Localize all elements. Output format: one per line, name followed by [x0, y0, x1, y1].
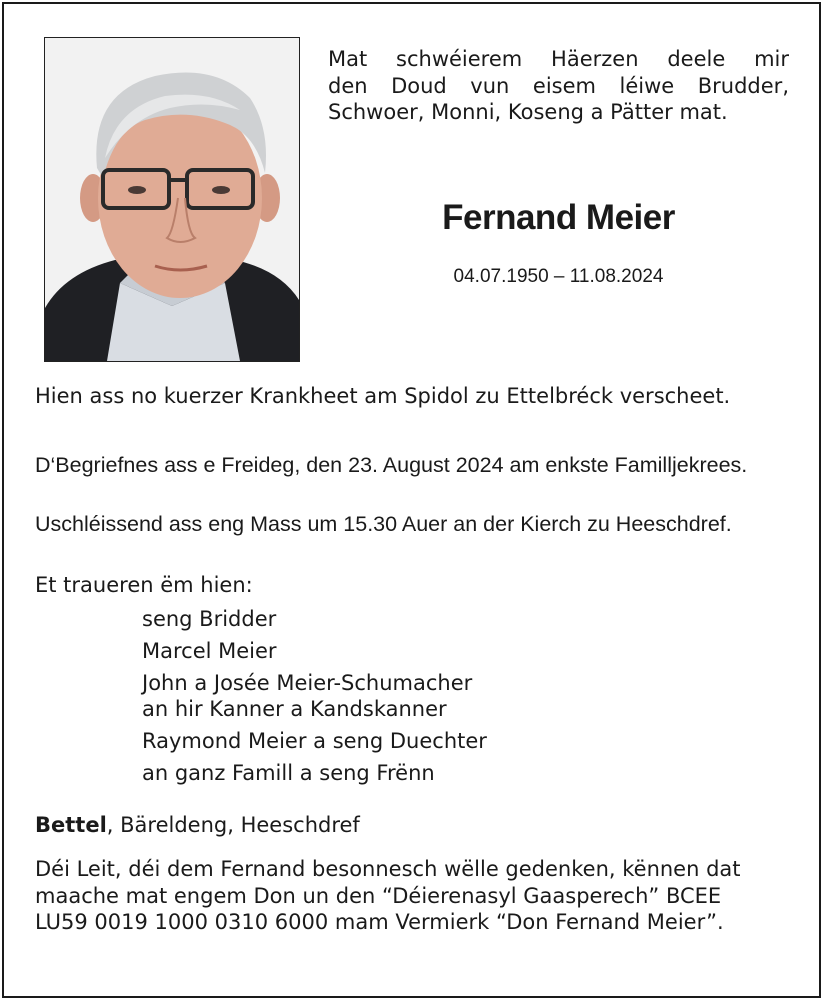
place-bold: Bettel — [35, 813, 107, 837]
portrait-illustration — [45, 38, 299, 361]
paragraph-mourners-intro: Et traueren ëm hien: — [35, 573, 253, 597]
paragraph-mass: Uschléissend ass eng Mass um 15.30 Auer an der Kierch zu Heeschdref. — [35, 512, 732, 536]
mourner-line: an hir Kanner a Kandskanner — [142, 697, 447, 721]
intro-line: Schwoer, Monni, Koseng a Pätter mat. — [328, 100, 728, 124]
intro-line: Mat schwéierem Häerzen deele mir — [328, 47, 789, 71]
paragraph-funeral: D‘Begriefnes ass e Freideg, den 23. August 2024 am enkste Familljekrees. — [35, 453, 748, 477]
intro-text — [328, 46, 789, 126]
place-line — [35, 812, 360, 839]
mourner-line: John a Josée Meier-Schumacher — [142, 671, 473, 695]
paragraph-death: Hien ass no kuerzer Krankheet am Spidol zu Ettelbréck verscheet. — [35, 384, 731, 408]
life-dates: 04.07.1950 – 11.08.2024 — [453, 266, 664, 287]
mourner-line: Raymond Meier a seng Duechter — [142, 729, 487, 753]
deceased-name: Fernand Meier — [442, 198, 675, 237]
closing-paragraph: Déi Leit, déi dem Fernand besonnesch wëlle gedenken, kënnen dat maache mat engem Don un den “Déierenasyl Gaasperech” BCEE LU59 0019 1000 0310 6000 mam Vermierk “Don Fernand Meier”. — [35, 857, 741, 934]
mourner-line: seng Bridder — [142, 607, 277, 631]
mourner-line: Marcel Meier — [142, 639, 277, 663]
mourners-list — [142, 606, 742, 792]
mourner-line: an ganz Famill a seng Frënn — [142, 761, 435, 785]
place-rest: , Bäreldeng, Heeschdref — [106, 813, 360, 837]
intro-line: den Doud vun eisem léiwe Brudder, — [328, 73, 789, 98]
portrait-photo — [44, 37, 300, 362]
